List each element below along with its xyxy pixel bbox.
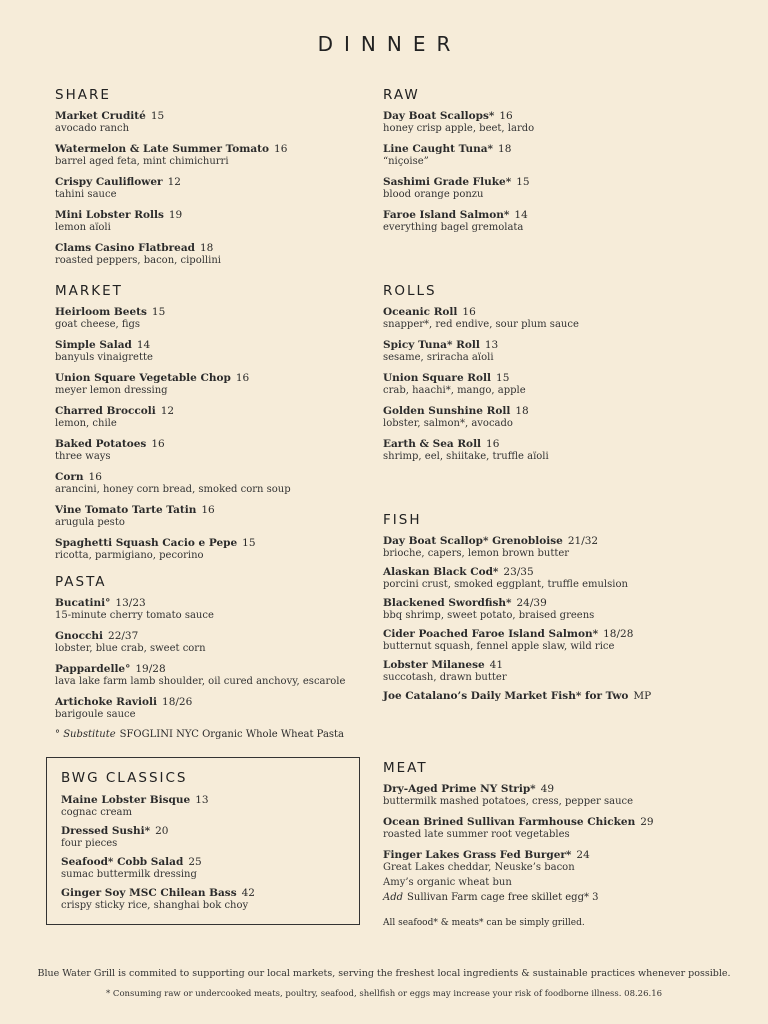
item-name-text: Dressed Sushi* — [61, 825, 151, 837]
menu-item-description: barrel aged feta, mint chimichurri — [55, 156, 229, 167]
menu-item-description: brioche, capers, lemon brown butter — [383, 548, 570, 559]
menu-item-description: lemon aïoli — [55, 222, 111, 233]
menu-item-description: arancini, honey corn bread, smoked corn soup — [55, 484, 291, 495]
menu-item — [383, 815, 654, 841]
item-price: 16 — [201, 504, 215, 516]
item-name-text: Bucatini° — [55, 597, 111, 609]
section-market — [55, 283, 291, 569]
menu-item-description: three ways — [55, 451, 111, 462]
menu-item — [383, 142, 534, 168]
item-name-text: Sashimi Grade Fluke* — [383, 176, 512, 188]
menu-item — [55, 536, 291, 562]
item-price: 15 — [242, 537, 256, 549]
item-name-text: Mini Lobster Rolls — [55, 209, 164, 221]
menu-item-name — [55, 371, 291, 385]
menu-item-name — [61, 886, 345, 900]
menu-item — [383, 208, 534, 234]
menu-item-description: butternut squash, fennel apple slaw, wild rice — [383, 641, 615, 652]
menu-item-name — [383, 437, 579, 451]
item-price: 42 — [241, 887, 255, 899]
menu-item-description: ricotta, parmigiano, pecorino — [55, 550, 204, 561]
menu-item-name — [383, 782, 654, 796]
item-price: 49 — [540, 783, 555, 795]
menu-item — [383, 175, 534, 201]
add-text: Sullivan Farm cage free skillet egg* 3 — [407, 892, 599, 903]
menu-item — [55, 338, 291, 364]
menu-item-name — [55, 662, 345, 676]
menu-item-description: shrimp, eel, shiitake, truffle aïoli — [383, 451, 549, 462]
item-name-text: Finger Lakes Grass Fed Burger* — [383, 849, 572, 861]
menu-item-name — [383, 848, 654, 862]
menu-item-name — [55, 305, 291, 319]
menu-item-name — [383, 338, 579, 352]
item-price: 24 — [576, 849, 590, 861]
item-name-text: Ginger Soy MSC Chilean Bass — [61, 887, 237, 899]
section-share — [55, 87, 287, 274]
menu-item-name — [383, 142, 534, 156]
menu-item-description: lemon, chile — [55, 418, 117, 429]
menu-item-name — [383, 208, 534, 222]
item-price: 15 — [516, 176, 530, 188]
add-egg-note — [383, 891, 599, 904]
menu-item-name — [383, 371, 579, 385]
item-name-text: Vine Tomato Tarte Tatin — [55, 504, 197, 516]
menu-item-description: 15-minute cherry tomato sauce — [55, 610, 214, 621]
item-name-text: Lobster Milanese — [383, 659, 485, 671]
menu-item-name — [55, 241, 287, 255]
item-price: 29 — [640, 816, 654, 828]
item-name-text: Charred Broccoli — [55, 405, 156, 417]
item-price: 15 — [151, 306, 166, 318]
section-fish — [383, 512, 651, 708]
menu-item-name — [383, 109, 534, 123]
menu-item-description: lobster, blue crab, sweet corn — [55, 643, 206, 654]
item-price: 41 — [489, 659, 504, 671]
menu-item-name — [383, 534, 651, 548]
item-name-text: Heirloom Beets — [55, 306, 147, 318]
item-name-text: Faroe Island Salmon* — [383, 209, 510, 221]
menu-item-description: “niçoise” — [383, 156, 429, 167]
item-price: 12 — [160, 405, 175, 417]
menu-item-description: barigoule sauce — [55, 709, 136, 720]
meat-extras — [383, 877, 599, 929]
menu-item-description: banyuls vinaigrette — [55, 352, 153, 363]
add-italic: Add — [383, 892, 404, 903]
menu-item — [55, 142, 287, 168]
menu-item — [383, 338, 579, 364]
item-price: 16 — [274, 143, 288, 155]
item-name-text: Seafood* Cobb Salad — [61, 856, 184, 868]
item-name-text: Watermelon & Late Summer Tomato — [55, 143, 270, 155]
menu-item-name — [55, 470, 291, 484]
menu-item-name — [55, 109, 287, 123]
item-name-text: Union Square Roll — [383, 372, 492, 384]
menu-item-description: goat cheese, figs — [55, 319, 141, 330]
menu-item-description: succotash, drawn butter — [383, 672, 507, 683]
menu-item — [383, 404, 579, 430]
item-name-text: Line Caught Tuna* — [383, 143, 494, 155]
menu-item-description: four pieces — [61, 838, 118, 849]
menu-item-name — [383, 565, 651, 579]
menu-item-description: snapper*, red endive, sour plum sauce — [383, 319, 579, 330]
item-name-text: Clams Casino Flatbread — [55, 242, 195, 254]
menu-item — [55, 596, 345, 622]
section-heading-raw: RAW — [383, 87, 420, 103]
menu-item — [383, 371, 579, 397]
menu-item-name — [55, 437, 291, 451]
section-heading-rolls: ROLLS — [383, 283, 437, 299]
item-price: MP — [633, 690, 652, 702]
item-price: 16 — [499, 110, 513, 122]
menu-item-name — [55, 503, 291, 517]
grill-note: All seafood* & meats* can be simply grilled. — [383, 918, 585, 928]
item-name-text: Day Boat Scallop* Grenobloise — [383, 535, 563, 547]
item-price: 13 — [484, 339, 499, 351]
item-price: 25 — [188, 856, 202, 868]
section-heading-share: SHARE — [55, 87, 111, 103]
menu-item — [55, 503, 291, 529]
menu-item — [55, 371, 291, 397]
section-pasta — [55, 574, 345, 728]
menu-item — [383, 565, 651, 591]
menu-item-description: avocado ranch — [55, 123, 130, 134]
item-price: 15 — [496, 372, 510, 384]
menu-item-name — [55, 142, 287, 156]
menu-item-description: crispy sticky rice, shanghai bok choy — [61, 900, 249, 911]
menu-item-description: crab, haachi*, mango, apple — [383, 385, 526, 396]
item-name-text: Market Crudité — [55, 110, 146, 122]
menu-item-name — [383, 658, 651, 672]
menu-item-description: lobster, salmon*, avocado — [383, 418, 513, 429]
footer-disclaimer: * Consuming raw or undercooked meats, poultry, seafood, shellfish or eggs may increase your risk of foodborne illness. 08.26.16 — [105, 989, 663, 999]
menu-item — [383, 596, 651, 622]
item-name-text: Artichoke Ravioli — [55, 696, 158, 708]
section-heading-classics: BWG CLASSICS — [61, 770, 188, 786]
menu-item-description: blood orange ponzu — [383, 189, 484, 200]
item-price: 19 — [168, 209, 183, 221]
note-text: SFOGLINI NYC Organic Whole Wheat Pasta — [119, 729, 345, 740]
note-symbol: ° — [55, 729, 60, 740]
menu-item-description: Great Lakes cheddar, Neuske’s bacon — [383, 862, 575, 873]
item-price: 22/37 — [108, 630, 139, 642]
item-name-text: Blackened Swordfish* — [383, 597, 512, 609]
item-price: 16 — [151, 438, 165, 450]
item-name-text: Spicy Tuna* Roll — [383, 339, 480, 351]
menu-item-name — [55, 208, 287, 222]
menu-item-name — [55, 695, 345, 709]
menu-item — [61, 886, 345, 912]
menu-item-description: porcini crust, smoked eggplant, truffle emulsion — [383, 579, 628, 590]
item-price: 12 — [167, 176, 181, 188]
item-name-text: Spaghetti Squash Cacio e Pepe — [55, 537, 238, 549]
bwg-classics-box — [46, 757, 360, 925]
section-heading-pasta: PASTA — [55, 574, 107, 590]
section-meat — [383, 760, 654, 881]
menu-item — [61, 855, 345, 881]
menu-item-description: roasted late summer root vegetables — [383, 829, 570, 840]
item-price: 14 — [136, 339, 151, 351]
section-heading-meat: MEAT — [383, 760, 428, 776]
menu-item — [55, 695, 345, 721]
menu-item-description: meyer lemon dressing — [55, 385, 168, 396]
item-name-text: Dry-Aged Prime NY Strip* — [383, 783, 536, 795]
item-name-text: Alaskan Black Cod* — [383, 566, 499, 578]
item-name-text: Baked Potatoes — [55, 438, 147, 450]
menu-item-name — [55, 404, 291, 418]
menu-item — [55, 109, 287, 135]
item-price: 18/28 — [603, 628, 634, 640]
menu-item — [383, 627, 651, 653]
section-heading-market: MARKET — [55, 283, 123, 299]
item-name-text: Pappardelle° — [55, 663, 131, 675]
menu-item-description: sumac buttermilk dressing — [61, 869, 197, 880]
menu-item-name — [383, 815, 654, 829]
menu-item — [55, 629, 345, 655]
item-price: 16 — [235, 372, 250, 384]
menu-item-name — [383, 627, 651, 641]
menu-item-name — [383, 596, 651, 610]
item-price: 18 — [498, 143, 512, 155]
menu-item — [61, 793, 345, 819]
menu-item — [55, 175, 287, 201]
menu-item — [383, 534, 651, 560]
item-price: 16 — [88, 471, 102, 483]
menu-item-description: lava lake farm lamb shoulder, oil cured anchovy, escarole — [55, 676, 346, 687]
menu-item — [383, 782, 654, 808]
menu-item — [55, 208, 287, 234]
section-classics — [61, 770, 345, 912]
item-price: 15 — [150, 110, 165, 122]
menu-item-name — [61, 824, 345, 838]
menu-item-name — [383, 404, 579, 418]
menu-item — [55, 241, 287, 267]
menu-item — [55, 437, 291, 463]
menu-item — [55, 305, 291, 331]
menu-item — [61, 824, 345, 850]
menu-item — [383, 305, 579, 331]
item-name-text: Gnocchi — [55, 630, 104, 642]
menu-item-name — [55, 338, 291, 352]
menu-item-description: roasted peppers, bacon, cipollini — [55, 255, 221, 266]
menu-item — [383, 689, 651, 703]
menu-title: DINNER — [317, 32, 462, 56]
item-name-text: Earth & Sea Roll — [383, 438, 482, 450]
item-name-text: Cider Poached Faroe Island Salmon* — [383, 628, 599, 640]
menu-item — [55, 404, 291, 430]
menu-item — [383, 658, 651, 684]
item-price: 19/28 — [135, 663, 166, 675]
menu-item-description: honey crisp apple, beet, lardo — [383, 123, 535, 134]
item-name-text: Corn — [55, 471, 84, 483]
item-name-text: Day Boat Scallops* — [383, 110, 495, 122]
item-name-text: Joe Catalano’s Daily Market Fish* for Two — [383, 690, 629, 702]
menu-item-name — [55, 175, 287, 189]
item-price: 18 — [199, 242, 214, 254]
item-price: 24/39 — [516, 597, 547, 609]
section-heading-fish: FISH — [383, 512, 422, 528]
item-name-text: Golden Sunshine Roll — [383, 405, 511, 417]
item-name-text: Oceanic Roll — [383, 306, 458, 318]
menu-item-description: cognac cream — [61, 807, 132, 818]
menu-item-name — [61, 855, 345, 869]
section-rolls — [383, 283, 579, 470]
item-price: 16 — [462, 306, 476, 318]
item-name-text: Crispy Cauliflower — [55, 176, 163, 188]
menu-item — [383, 109, 534, 135]
menu-item-description: arugula pesto — [55, 517, 125, 528]
item-name-text: Maine Lobster Bisque — [61, 794, 191, 806]
menu-item — [383, 848, 654, 874]
menu-item-name — [383, 175, 534, 189]
menu-item — [383, 437, 579, 463]
item-price: 20 — [155, 825, 169, 837]
item-name-text: Simple Salad — [55, 339, 132, 351]
menu-item-name — [55, 596, 345, 610]
menu-item-name — [61, 793, 345, 807]
item-price: 21/32 — [567, 535, 599, 547]
pasta-substitute-note — [55, 728, 344, 741]
item-price: 14 — [514, 209, 528, 221]
menu-item-description: buttermilk mashed potatoes, cress, pepper sauce — [383, 796, 634, 807]
burger-desc-2: Amy’s organic wheat bun — [383, 877, 512, 888]
menu-item — [55, 662, 345, 688]
item-name-text: Ocean Brined Sullivan Farmhouse Chicken — [383, 816, 636, 828]
menu-item-description: everything bagel gremolata — [383, 222, 524, 233]
item-price: 18 — [515, 405, 529, 417]
menu-item-description: sesame, sriracha aïoli — [383, 352, 494, 363]
item-price: 13 — [195, 794, 209, 806]
menu-item-description: tahini sauce — [55, 189, 117, 200]
menu-item-name — [383, 305, 579, 319]
menu-item-name — [55, 629, 345, 643]
item-price: 13/23 — [115, 597, 146, 609]
item-price: 16 — [486, 438, 500, 450]
menu-item-name — [55, 536, 291, 550]
footer-commitment: Blue Water Grill is commited to supporting our local markets, serving the freshest local ingredients & sustainable practices whenever possible. — [37, 968, 731, 979]
item-price: 18/26 — [162, 696, 193, 708]
section-raw — [383, 87, 534, 241]
menu-item-name — [383, 689, 651, 703]
menu-item — [55, 470, 291, 496]
menu-item-description: bbq shrimp, sweet potato, braised greens — [383, 610, 595, 621]
note-italic: Substitute — [63, 729, 116, 740]
item-price: 23/35 — [503, 566, 534, 578]
item-name-text: Union Square Vegetable Chop — [55, 372, 231, 384]
